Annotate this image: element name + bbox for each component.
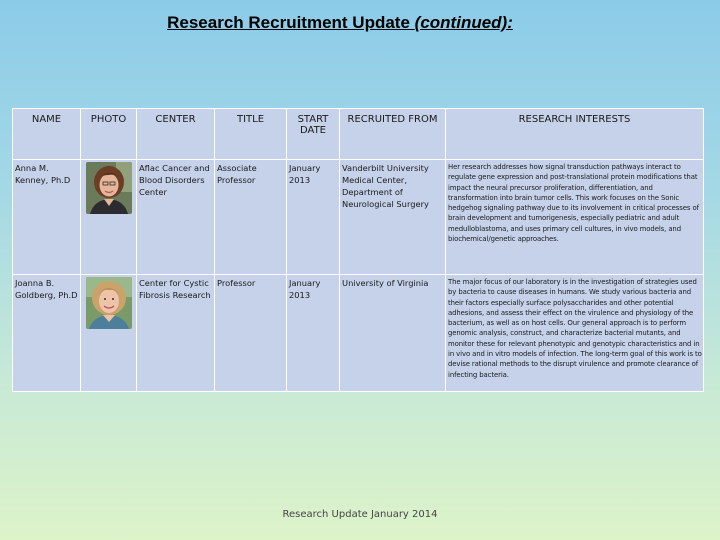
- cell-title: Associate Professor: [215, 160, 287, 275]
- slide-title-continued: (continued):: [414, 13, 513, 32]
- table-row: [13, 275, 704, 392]
- cell-center: Center for Cystic Fibrosis Research: [137, 275, 215, 392]
- cell-name: Joanna B. Goldberg, Ph.D: [13, 275, 81, 392]
- cell-recruited-from: University of Virginia: [340, 275, 446, 392]
- cell-center: Aflac Cancer and Blood Disorders Center: [137, 160, 215, 275]
- slide-title-main: Research Recruitment Update: [167, 13, 410, 32]
- header-recruited-from: RECRUITED FROM: [340, 109, 446, 160]
- cell-research-interests: The major focus of our laboratory is in the investigation of strategies used by bacteria to cause diseases in humans. We study various bacteria and their factors especially surface polysaccharides and other potential adhesions, and assess their effect on the virulence and physiology of the bacterium, as well as on host cells. Our general approach is to perform genomic analysis, construct, and characterize bacterial mutants, and monitor these for relevant phenotypic and genotypic characteristics and in in vivo and in vitro models of infection. The long-term goal of this work is to devise rational methods to the disrupt virulence and promote clearance of infecting bacteria.: [446, 275, 704, 392]
- header-research-interests: RESEARCH INTERESTS: [446, 109, 704, 160]
- cell-title: Professor: [215, 275, 287, 392]
- header-name: NAME: [13, 109, 81, 160]
- portrait-photo-goldberg: [86, 277, 132, 329]
- header-title: TITLE: [215, 109, 287, 160]
- table-header-row: [13, 109, 704, 160]
- table-row: [13, 160, 704, 275]
- cell-start-date: January 2013: [287, 160, 340, 275]
- cell-start-date: January 2013: [287, 275, 340, 392]
- header-center: CENTER: [137, 109, 215, 160]
- cell-name: Anna M. Kenney, Ph.D: [13, 160, 81, 275]
- cell-photo: [81, 160, 137, 275]
- header-photo: PHOTO: [81, 109, 137, 160]
- slide-title: [0, 13, 680, 33]
- cell-research-interests: Her research addresses how signal transduction pathways interact to regulate gene expression and post-translational protein modifications that impact the neural precursor proliferation, differentiation, and transformation into brain tumor cells. This work focuses on the Sonic hedgehog signaling pathway due to its involvement in critical processes of brain development and tumorigenesis, especially pediatric and adult medulloblastoma, and uses primary cell cultures, in vivo models, and biochemical/genetic approaches.: [446, 160, 704, 275]
- cell-recruited-from: Vanderbilt University Medical Center, Department of Neurological Surgery: [340, 160, 446, 275]
- header-start-date: START DATE: [287, 109, 340, 160]
- cell-photo: [81, 275, 137, 392]
- portrait-photo-kenney: [86, 162, 132, 214]
- recruitment-table: [12, 108, 704, 392]
- slide-footer: Research Update January 2014: [282, 509, 438, 520]
